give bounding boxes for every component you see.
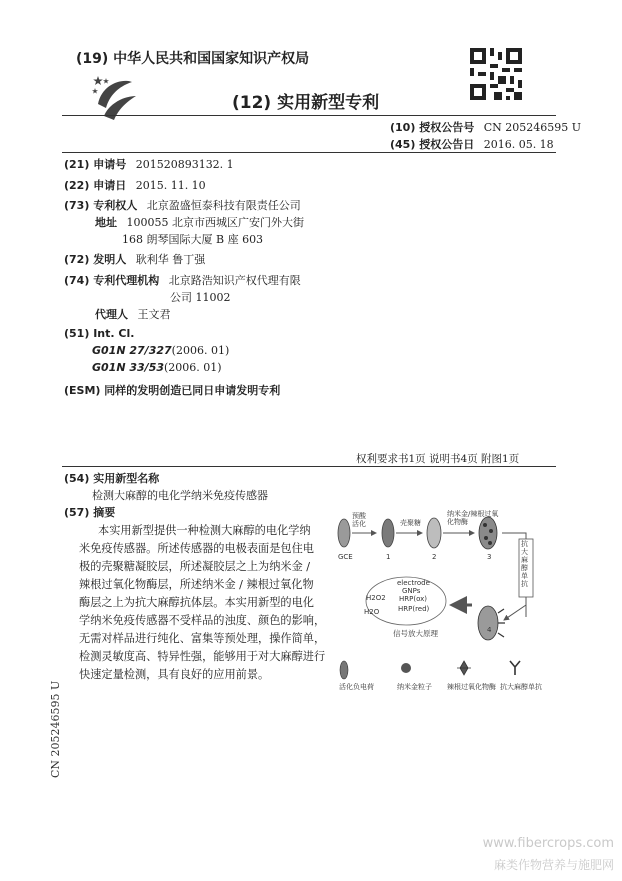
abstract-label: (57) 摘要 [64,506,116,519]
pub-no: CN 205246595 U [483,121,581,134]
intcl-1-row [92,344,229,357]
patentee: 北京盈盛恒泰科技有限责任公司 [146,199,301,212]
patentee-row [64,197,301,213]
inventors-label: (72) 发明人 [64,253,127,266]
chitosan-electrode [427,518,441,548]
schematic-gnps-label: GNPs [402,587,421,595]
agency-line2: 公司 11002 [170,291,231,304]
app-no: 201520893132. 1 [135,158,234,171]
app-date: 2015. 11. 10 [135,179,206,192]
legend-icon-antibody [510,661,520,675]
step3-label: 纳米金/辣根过氧化物酶 [447,510,499,526]
side-publication-number: CN 205246595 U [49,680,62,778]
page-counts: 权利要求书1页 说明书4页 附图1页 [356,453,520,465]
qr-code [470,48,522,100]
inventors-row [64,251,205,267]
legend-icon-negative-charge [340,661,348,679]
schematic-hrp-red-label: HRP(red) [398,605,430,613]
intcl-label: (51) Int. Cl. [64,327,135,340]
intcl-2-code: G01N 33/53 [92,361,165,374]
inventors: 耿利华 鲁丁强 [135,253,206,266]
pub-no-label: (10) 授权公告号 [390,121,475,134]
schematic-h2o-label: H2O [364,608,380,616]
step-number-2: 2 [432,553,437,561]
app-date-label: (22) 申请日 [64,179,127,192]
app-no-label: (21) 申请号 [64,158,127,171]
intcl-1-code: G01N 27/327 [92,344,172,357]
esm-note: (ESM) 同样的发明创造已同日申请发明专利 [64,384,281,397]
address-label: 地址 [95,216,117,229]
schematic-electrode-label: electrode [397,579,430,587]
gce-label: GCE [338,553,353,561]
watermark-url: www.fibercrops.com [482,836,614,851]
abstract-line: 极的壳聚糖凝胶层，所述凝胶层之上为纳米金 / [79,560,311,573]
step4-label: 抗大麻醇单抗 [521,540,528,588]
header-rule [62,115,556,116]
title-label: (54) 实用新型名称 [64,472,160,485]
legend-label-3: 辣根过氧化物酶 [447,683,496,691]
activated-electrode [382,519,394,547]
pub-date: 2016. 05. 18 [483,138,554,151]
abstract-line: 本实用新型提供一种检测大麻醇的电化学纳 [98,524,311,537]
agency-line1: 北京路浩知识产权代理有限 [168,274,301,287]
gce-electrode [338,519,350,547]
signal-caption: 信号放大原理 [393,629,438,638]
address-row [95,214,304,230]
biblio-top-rule [62,152,556,153]
agent-row [95,306,171,322]
address-line1: 100055 北京市西城区广安门外大街 [126,216,304,229]
step-number-4: 4 [487,626,492,634]
pub-date-row [390,136,554,152]
abstract-line: 学纳米免疫传感器不受样品的浊度、颜色的影响， [79,614,326,627]
patentee-label: (73) 专利权人 [64,199,138,212]
schematic-hrp-ox-label: HRP(ox) [399,595,428,603]
watermark-site-name: 麻类作物营养与施肥网 [493,858,614,872]
agent: 王文君 [137,308,171,321]
abstract-line: 酶层之上为抗大麻醇抗体层。本实用新型的电化 [79,596,314,609]
address-line2: 168 朗琴国际大厦 B 座 603 [122,233,264,246]
legend-icon-gold-nanoparticle [401,663,411,673]
legend-icon-hrp [457,661,471,675]
legend-label-2: 纳米金粒子 [397,683,432,691]
utility-model-title: 检测大麻醇的电化学纳米免疫传感器 [92,489,268,502]
document-type-heading: (12) 实用新型专利 [232,93,380,113]
abstract-line: 无需对样品进行纯化、富集等预处理，操作简单， [79,632,326,645]
app-date-row [64,177,206,193]
step-number-3: 3 [487,553,492,561]
antibody-electrode [478,606,505,640]
intcl-2-date: (2006. 01) [164,361,222,374]
abstract-line: 快速定量检测，具有良好的应用前景。 [79,668,270,681]
step2-label: 壳聚糖 [400,519,421,527]
pub-no-row [390,119,581,135]
abstract-line: 检测灵敏度高、特异性强，能够用于对大麻醇进行 [79,650,326,663]
intcl-1-date: (2006. 01) [171,344,230,357]
schematic-h2o2-label: H2O2 [366,594,386,602]
step1-label: 预酸活化 [352,512,366,528]
pub-date-label: (45) 授权公告日 [390,138,475,151]
step-number-1: 1 [386,553,391,561]
agent-label: 代理人 [95,308,128,321]
intcl-2-row [92,361,222,374]
sensor-fabrication-figure [330,505,562,695]
abstract-line: 米免疫传感器。所述传感器的电极表面是包住电 [79,542,314,555]
cnipa-emblem-logo [92,74,138,124]
app-no-row [64,156,234,172]
legend-label-4: 抗大麻醇单抗 [500,683,542,691]
agency-row [64,272,301,288]
authority-heading: (19) 中华人民共和国国家知识产权局 [76,51,310,67]
agency-label: (74) 专利代理机构 [64,274,160,287]
legend-label-1: 活化负电荷 [339,683,374,691]
abstract-line: 辣根过氧化物酶层，所述纳米金 / 辣根过氧化物 [79,578,314,591]
abstract-top-rule [62,466,556,467]
